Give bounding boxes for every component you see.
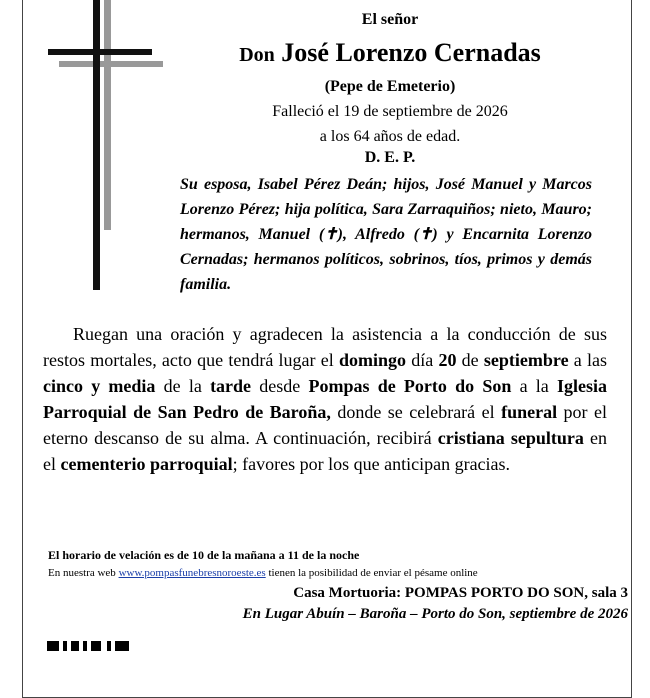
text-segment: ; favores por los que anticipan gracias. [232, 454, 511, 474]
alias: (Pepe de Emeterio) [324, 78, 456, 95]
ceremony-text [43, 321, 607, 477]
intro-text: El señor [361, 11, 419, 28]
deceased-name [180, 38, 600, 68]
text-segment: por el eterno descanso de su alma. A continuación, recibirá [43, 402, 608, 448]
web-note-pre: En nuestra web [48, 567, 119, 579]
bold-segment: Pompas de Porto do Son [308, 376, 512, 396]
web-note [48, 567, 478, 579]
rip-text: D. E. P. [364, 149, 416, 166]
text-segment: a las [568, 350, 607, 370]
honorific: Don [239, 44, 275, 66]
web-note-post: tienen la posibilidad de enviar el pésame online [265, 567, 478, 579]
wake-hours: El horario de velación es de 10 de la mañana a 11 de la noche [48, 548, 360, 562]
family-list: Su esposa, Isabel Pérez Deán; hijos, José Manuel y Marcos Lorenzo Pérez; hija política, Sara Zarraquiños; nieto, Mauro; hermanos, Manuel (✝), Alfredo (✝) y Encarnita Lorenzo Cernadas; hermanos políticos, sobrinos, tíos, primos y demás familia. [180, 176, 592, 293]
bold-segment: cinco y media [43, 376, 156, 396]
bold-segment: domingo [338, 350, 406, 370]
bold-segment: Iglesia Parroquial de San Pedro de Baroña, [43, 376, 608, 422]
age: a los 64 años de edad. [319, 128, 461, 145]
text-segment: donde se celebrará el [330, 402, 502, 422]
text-segment: a la [511, 376, 557, 396]
bold-segment: funeral [501, 402, 558, 422]
text-segment: de [456, 350, 484, 370]
bold-segment: tarde [210, 376, 252, 396]
website-link[interactable]: www.pompasfunebresnoroeste.es [118, 567, 266, 579]
full-name: José Lorenzo Cernadas [281, 38, 541, 67]
text-segment: de la [155, 376, 211, 396]
bold-segment: 20 [438, 350, 457, 370]
place-date: En Lugar Abuín – Baroña – Porto do Son, septiembre de 2026 [242, 606, 628, 622]
funeral-home: Casa Mortuoria: POMPAS PORTO DO SON, sala 3 [293, 585, 628, 601]
qr-code-icon [47, 638, 131, 654]
bold-segment: cementerio parroquial [60, 454, 233, 474]
text-segment: Ruegan una oración y agradecen la asistencia a la conducción de sus restos mortales, acto que tendrá lugar el [43, 324, 607, 370]
bold-segment: septiembre [483, 350, 569, 370]
death-date: Falleció el 19 de septiembre de 2026 [272, 103, 508, 120]
text-segment: desde [251, 376, 309, 396]
text-segment: en el [43, 428, 607, 474]
bold-segment: cristiana sepultura [437, 428, 584, 448]
text-segment: día [406, 350, 439, 370]
cross-icon [0, 0, 150, 300]
